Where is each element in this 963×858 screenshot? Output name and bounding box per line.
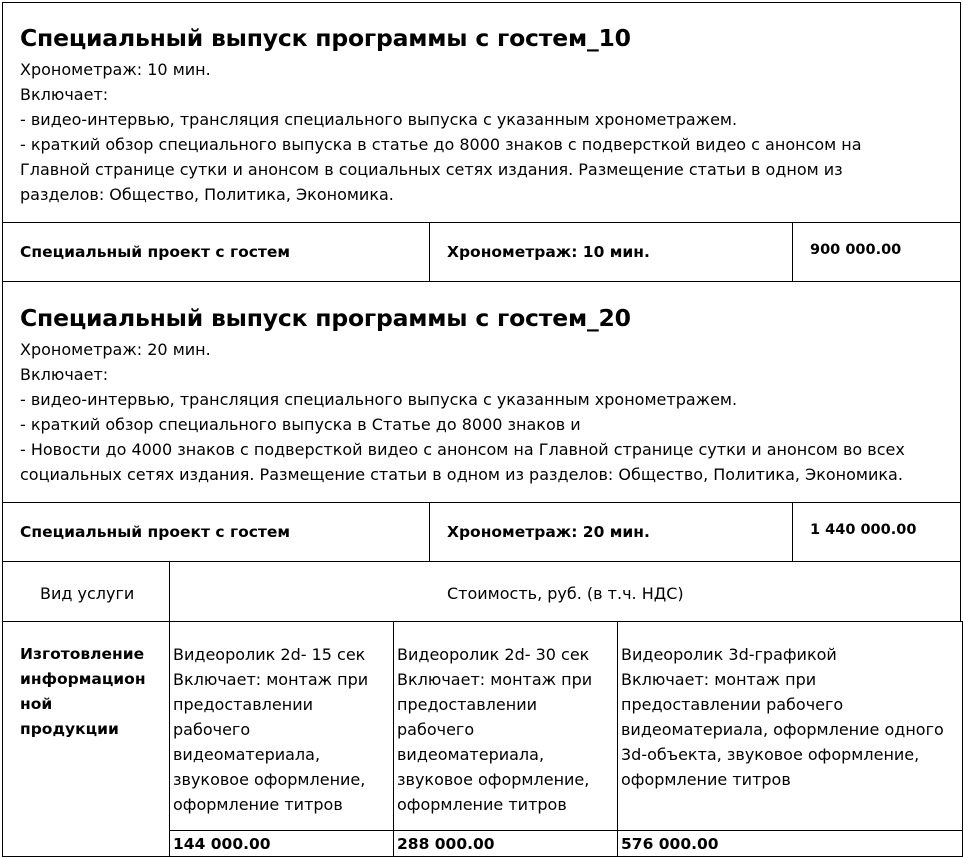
border-bottom — [2, 856, 963, 857]
section-2-title: Специальный выпуск программы с гостем_20 — [20, 304, 631, 332]
product-3-line: Включает: монтаж при — [621, 670, 817, 689]
product-3-line: видеоматериала, оформление одного — [621, 720, 944, 739]
service-name-line: ной — [20, 695, 53, 713]
col-sep-c1 — [393, 622, 394, 857]
product-1-line: предоставлении — [173, 695, 313, 714]
section-1-line: Включает: — [20, 85, 109, 104]
row-1-price: 900 000.00 — [810, 242, 902, 258]
product-2-line: оформление титров — [397, 795, 567, 814]
section-2-line: - Новости до 4000 знаков с подверсткой видео с анонсом на Главной странице сутки и анонсом во всех — [20, 440, 905, 459]
col-sep-c2 — [617, 622, 618, 857]
row-2-duration: Хронометраж: 20 мин. — [447, 523, 650, 541]
section-1-line: - краткий обзор специального выпуска в статье до 8000 знаков с подверсткой видео с анонсом на — [20, 135, 862, 154]
product-1-line: рабочего — [173, 720, 251, 739]
section-1-line: - видео-интервью, трансляция специального выпуска с указанным хронометражем. — [20, 110, 738, 129]
section-2-line: Хронометраж: 20 мин. — [20, 340, 211, 359]
product-3-line: Видеоролик 3d-графикой — [621, 645, 837, 664]
product-2-price: 288 000.00 — [397, 835, 495, 853]
product-1-line: видеоматериала, — [173, 745, 321, 764]
col-sep-b2 — [792, 502, 793, 561]
product-3-line: оформление титров — [621, 770, 791, 789]
rule-1 — [2, 222, 961, 223]
product-2-line: звуковое оформление, — [397, 770, 590, 789]
row-1-name: Специальный проект с гостем — [20, 243, 291, 261]
section-2-line: Включает: — [20, 365, 109, 384]
col-sep-a2 — [429, 502, 430, 561]
product-3-line: 3d-объекта, звуковое оформление, — [621, 745, 920, 764]
section-2-line: социальных сетях издания. Размещение статьи в одном из разделов: Общество, Политика, Экономика. — [20, 465, 903, 484]
product-2-line: рабочего — [397, 720, 475, 739]
service-name-line: продукции — [20, 720, 119, 738]
border-top — [2, 2, 961, 3]
product-1-line: Включает: монтаж при — [173, 670, 369, 689]
rule-3 — [2, 502, 961, 503]
col-sep-a1 — [429, 222, 430, 281]
row-2-name: Специальный проект с гостем — [20, 523, 291, 541]
product-1-price: 144 000.00 — [173, 835, 271, 853]
table-header-service: Вид услуги — [40, 584, 135, 603]
rule-5 — [2, 621, 963, 622]
product-2-line: видеоматериала, — [397, 745, 545, 764]
row-1-duration: Хронометраж: 10 мин. — [447, 243, 650, 261]
product-1-line: оформление титров — [173, 795, 343, 814]
row-2-price: 1 440 000.00 — [810, 522, 917, 538]
product-1-line: звуковое оформление, — [173, 770, 366, 789]
rule-4 — [2, 561, 961, 562]
col-sep-b1 — [792, 222, 793, 281]
service-name-line: информацион — [20, 670, 146, 688]
section-1-line: Хронометраж: 10 мин. — [20, 60, 211, 79]
section-1-line: Главной странице сутки и анонсом в социальных сетях издания. Размещение статьи в одном из — [20, 160, 843, 179]
border-left — [2, 2, 3, 857]
col-sep-service — [169, 561, 170, 857]
section-1-title: Специальный выпуск программы с гостем_10 — [20, 24, 631, 52]
table-header-cost: Стоимость, руб. (в т.ч. НДС) — [447, 584, 684, 603]
product-3-line: предоставлении рабочего — [621, 695, 844, 714]
product-1-line: Видеоролик 2d- 15 сек — [173, 645, 366, 664]
product-2-line: предоставлении — [397, 695, 537, 714]
product-2-line: Включает: монтаж при — [397, 670, 593, 689]
section-1-line: разделов: Общество, Политика, Экономика. — [20, 185, 394, 204]
section-2-line: - видео-интервью, трансляция специального выпуска с указанным хронометражем. — [20, 390, 738, 409]
product-3-price: 576 000.00 — [621, 835, 719, 853]
service-name-line: Изготовление — [20, 645, 145, 663]
rule-2 — [2, 281, 961, 282]
rule-6 — [170, 830, 962, 831]
border-right — [960, 2, 961, 622]
product-2-line: Видеоролик 2d- 30 сек — [397, 645, 590, 664]
section-2-line: - краткий обзор специального выпуска в Статье до 8000 знаков и — [20, 415, 581, 434]
